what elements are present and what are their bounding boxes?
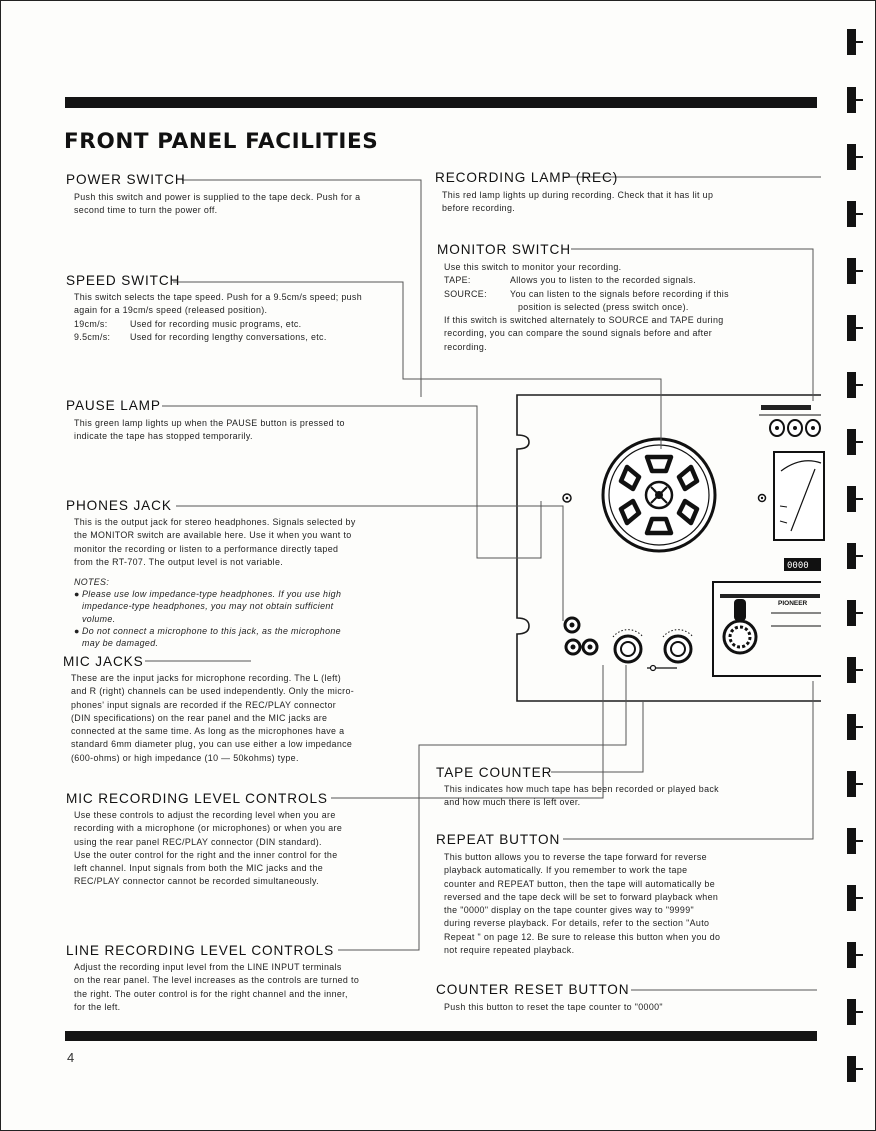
speed-key: 19cm/s: — [74, 318, 108, 329]
text-line: Adjust the recording input level from the LINE INPUT terminals — [74, 962, 342, 972]
text-line: during reverse playback. For details, refer to the section "Auto — [444, 918, 710, 929]
mic-recording-level-text — [74, 809, 394, 889]
text-line: and R (right) channels can be used independently. Only the micro- — [71, 686, 355, 697]
recording-lamp-heading: RECORDING LAMP (REC) — [435, 170, 619, 185]
text-line: If this switch is switched alternately to SOURCE and TAPE during — [444, 315, 724, 326]
phones-jack-notes — [74, 576, 394, 649]
text-line: for the left. — [74, 1001, 121, 1012]
speed-switch-text — [74, 291, 394, 344]
line-recording-level-text — [74, 961, 394, 1014]
note-bullet: ● — [74, 625, 80, 636]
text-line: on the rear panel. The level increases as the controls are turned to — [74, 975, 360, 986]
speed-desc: Used for recording lengthy conversations, etc. — [130, 331, 327, 342]
line-recording-level-heading: LINE RECORDING LEVEL CONTROLS — [66, 943, 335, 958]
text-line: This button allows you to reverse the tape forward for reverse — [444, 852, 707, 862]
note-line: may be damaged. — [82, 638, 159, 649]
text-line: (DIN specifications) on the rear panel and the MIC jacks are — [71, 712, 328, 723]
monitor-switch-text — [444, 261, 764, 354]
notes-title: NOTES: — [74, 577, 110, 587]
text-line: Use these controls to adjust the recording level when you are — [74, 810, 336, 820]
text-line: connected at the same time. As long as the microphones have a — [71, 726, 345, 737]
monitor-desc: position is selected (press switch once). — [518, 301, 689, 312]
note-bullet: ● — [74, 589, 80, 600]
text-line: Use the outer control for the right and the inner control for the — [74, 849, 338, 860]
text-line: using the rear panel REC/PLAY connector (DIN standard). — [74, 836, 322, 847]
text-line: recording, you can compare the sound signals before and after — [444, 328, 713, 339]
text-line: standard 6mm diameter plug, you can use either a low impedance — [71, 739, 353, 750]
text-line: phones' input signals are recorded if the REC/PLAY connector — [71, 699, 337, 710]
monitor-key: TAPE: — [444, 275, 471, 286]
text-line: from the RT-707. The output level is not variable. — [74, 556, 284, 567]
note-line: impedance-type headphones, you may not obtain sufficient — [82, 601, 334, 612]
text-line: Push this switch and power is supplied to the tape deck. Push for a — [74, 192, 361, 202]
tape-counter-heading: TAPE COUNTER — [436, 765, 553, 780]
text-line: counter and REPEAT button, then the tape will automatically be — [444, 878, 716, 889]
text-line: This indicates how much tape has been recorded or played back — [444, 784, 719, 794]
text-line: (600-ohms) or high impedance (10 — 50kohms) type. — [71, 752, 299, 763]
brand-label: PIONEER — [778, 600, 808, 607]
text-line: not require repeated playback. — [444, 945, 575, 956]
monitor-desc: Allows you to listen to the recorded signals. — [510, 275, 696, 286]
monitor-switch-heading: MONITOR SWITCH — [437, 242, 571, 257]
phones-jack-text — [74, 516, 394, 569]
text-line: the "0000" display on the tape counter gives way to "9999" — [444, 905, 694, 916]
text-line: recording. — [444, 341, 487, 352]
speed-key: 9.5cm/s: — [74, 331, 111, 342]
monitor-key — [444, 301, 518, 314]
page-title: FRONT PANEL FACILITIES — [64, 129, 379, 154]
recording-lamp-text — [442, 189, 764, 216]
power-switch-text — [74, 191, 394, 218]
power-switch-heading: POWER SWITCH — [66, 172, 186, 187]
text-line: the MONITOR switch are available here. Use it when you want to — [74, 530, 352, 541]
text-line: left channel. Input signals from both the MIC jacks and the — [74, 863, 324, 874]
pause-lamp-heading: PAUSE LAMP — [66, 398, 161, 413]
counter-reset-button-text — [444, 1001, 764, 1014]
text-line: Use this switch to monitor your recording. — [444, 262, 622, 272]
text-line: playback automatically. If you remember to work the tape — [444, 865, 688, 876]
text-line: This is the output jack for stereo headphones. Signals selected by — [74, 517, 356, 527]
monitor-key: SOURCE: — [444, 288, 487, 299]
speed-desc: Used for recording music programs, etc. — [130, 318, 302, 329]
repeat-button-text — [444, 851, 764, 957]
text-line: REC/PLAY connector cannot be recorded simultaneously. — [74, 876, 319, 887]
monitor-desc: You can listen to the signals before recording if this — [510, 288, 729, 299]
mic-recording-level-heading: MIC RECORDING LEVEL CONTROLS — [66, 791, 328, 806]
counter-reset-button-heading: COUNTER RESET BUTTON — [436, 982, 630, 997]
text-line: These are the input jacks for microphone recording. The L (left) — [71, 673, 342, 683]
phones-jack-heading: PHONES JACK — [66, 498, 172, 513]
page-number: 4 — [67, 1050, 75, 1065]
text-line: Repeat " on page 12. Be sure to release this button when you do — [444, 931, 721, 942]
text-line: This switch selects the tape speed. Push for a 9.5cm/s speed; push — [74, 292, 363, 302]
text-line: the right. The outer control is for the right channel and the inner, — [74, 988, 348, 999]
speed-switch-heading: SPEED SWITCH — [66, 273, 181, 288]
note-line: volume. — [82, 613, 116, 624]
text-line: and how much there is left over. — [444, 797, 581, 808]
tape-counter-text — [444, 783, 764, 810]
pause-lamp-text — [74, 417, 394, 444]
counter-display-text: 0000 — [787, 561, 809, 571]
text-line: Push this button to reset the tape counter to "0000" — [444, 1002, 663, 1012]
text-line: This red lamp lights up during recording. Check that it has lit up — [442, 190, 714, 200]
text-line: again for a 19cm/s speed (released position). — [74, 305, 268, 316]
text-line: monitor the recording or listen to a performance directly taped — [74, 543, 339, 554]
note-line: Do not connect a microphone to this jack, as the microphone — [82, 625, 341, 636]
mic-jacks-text — [71, 672, 391, 765]
mic-jacks-heading: MIC JACKS — [63, 654, 144, 669]
text-line: indicate the tape has stopped temporarily. — [74, 431, 253, 442]
repeat-button-heading: REPEAT BUTTON — [436, 832, 561, 847]
note-line: Please use low impedance-type headphones. If you use high — [82, 589, 342, 600]
text-line: second time to turn the power off. — [74, 205, 218, 216]
text-line: This green lamp lights up when the PAUSE button is pressed to — [74, 418, 345, 428]
text-line: before recording. — [442, 203, 516, 214]
text-line: reversed and the tape deck will be set to forward playback when — [444, 891, 719, 902]
text-line: recording with a microphone (or microphones) or when you are — [74, 823, 343, 834]
